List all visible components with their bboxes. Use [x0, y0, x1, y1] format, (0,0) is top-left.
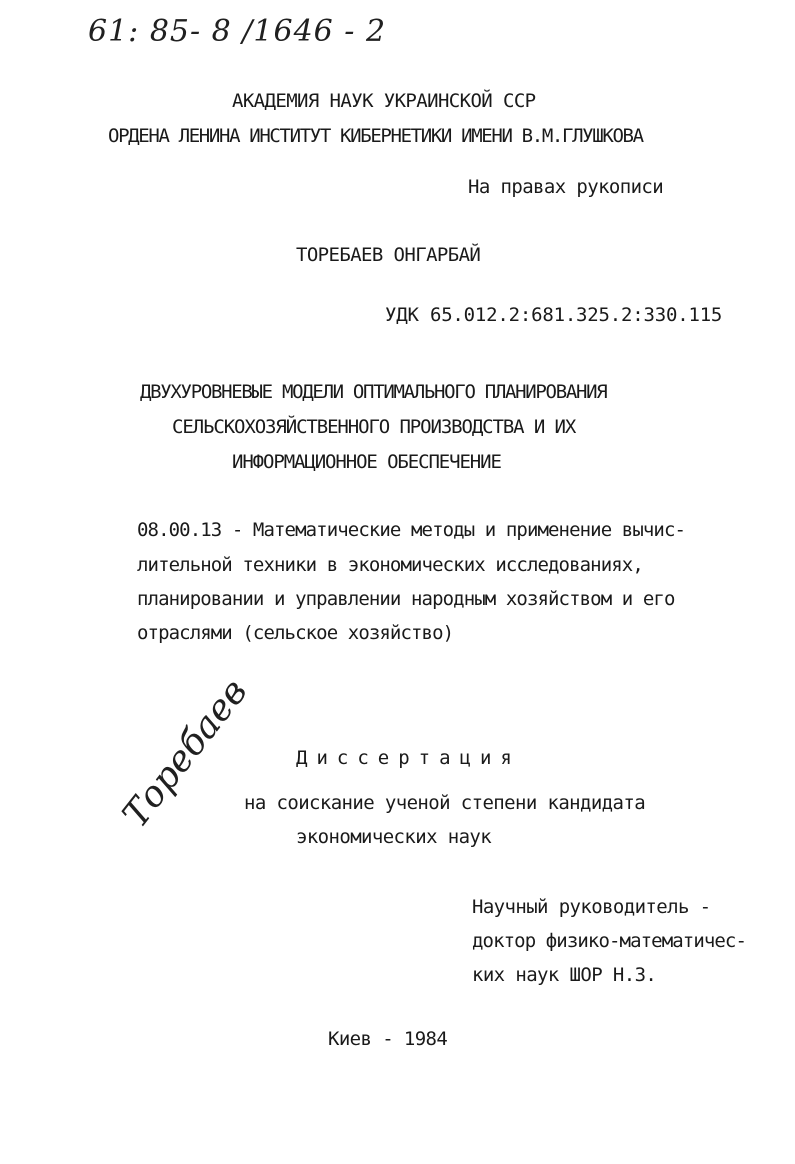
- title-line-3: ИНФОРМАЦИОННОЕ ОБЕСПЕЧЕНИЕ: [232, 451, 501, 473]
- specialty-line-3: планировании и управлении народным хозяйством и его: [137, 588, 675, 610]
- dissertation-heading: Диссертация: [296, 747, 521, 769]
- city-year: Киев - 1984: [328, 1028, 448, 1050]
- supervisor-line-2: доктор физико-математичес-: [472, 930, 747, 952]
- archive-mark: 61: 85- 8 /1646 - 2: [88, 14, 387, 49]
- specialty-line-2: лительной техники в экономических исследованиях,: [137, 554, 643, 576]
- academy-name: АКАДЕМИЯ НАУК УКРАИНСКОЙ ССР: [232, 90, 536, 112]
- dissertation-line-2: экономических наук: [296, 826, 492, 848]
- author-signature: Торебаев: [115, 671, 256, 836]
- title-line-2: СЕЛЬСКОХОЗЯЙСТВЕННОГО ПРОИЗВОДСТВА И ИХ: [172, 416, 576, 438]
- manuscript-rights: На правах рукописи: [468, 176, 664, 198]
- title-line-1: ДВУХУРОВНЕВЫЕ МОДЕЛИ ОПТИМАЛЬНОГО ПЛАНИРОВАНИЯ: [140, 381, 607, 403]
- author-name: ТОРЕБАЕВ ОНГАРБАЙ: [296, 244, 481, 266]
- udc-code: УДК 65.012.2:681.325.2:330.115: [385, 304, 723, 326]
- supervisor-line-1: Научный руководитель -: [472, 896, 711, 918]
- supervisor-line-3: ких наук ШОР Н.З.: [472, 964, 657, 986]
- institute-name: ОРДЕНА ЛЕНИНА ИНСТИТУТ КИБЕРНЕТИКИ ИМЕНИ В.М.ГЛУШКОВА: [108, 125, 643, 147]
- specialty-line-4: отраслями (сельское хозяйство): [137, 622, 454, 644]
- dissertation-line-1: на соискание ученой степени кандидата: [244, 792, 646, 814]
- specialty-line-1: 08.00.13 - Математические методы и применение вычис-: [137, 519, 686, 541]
